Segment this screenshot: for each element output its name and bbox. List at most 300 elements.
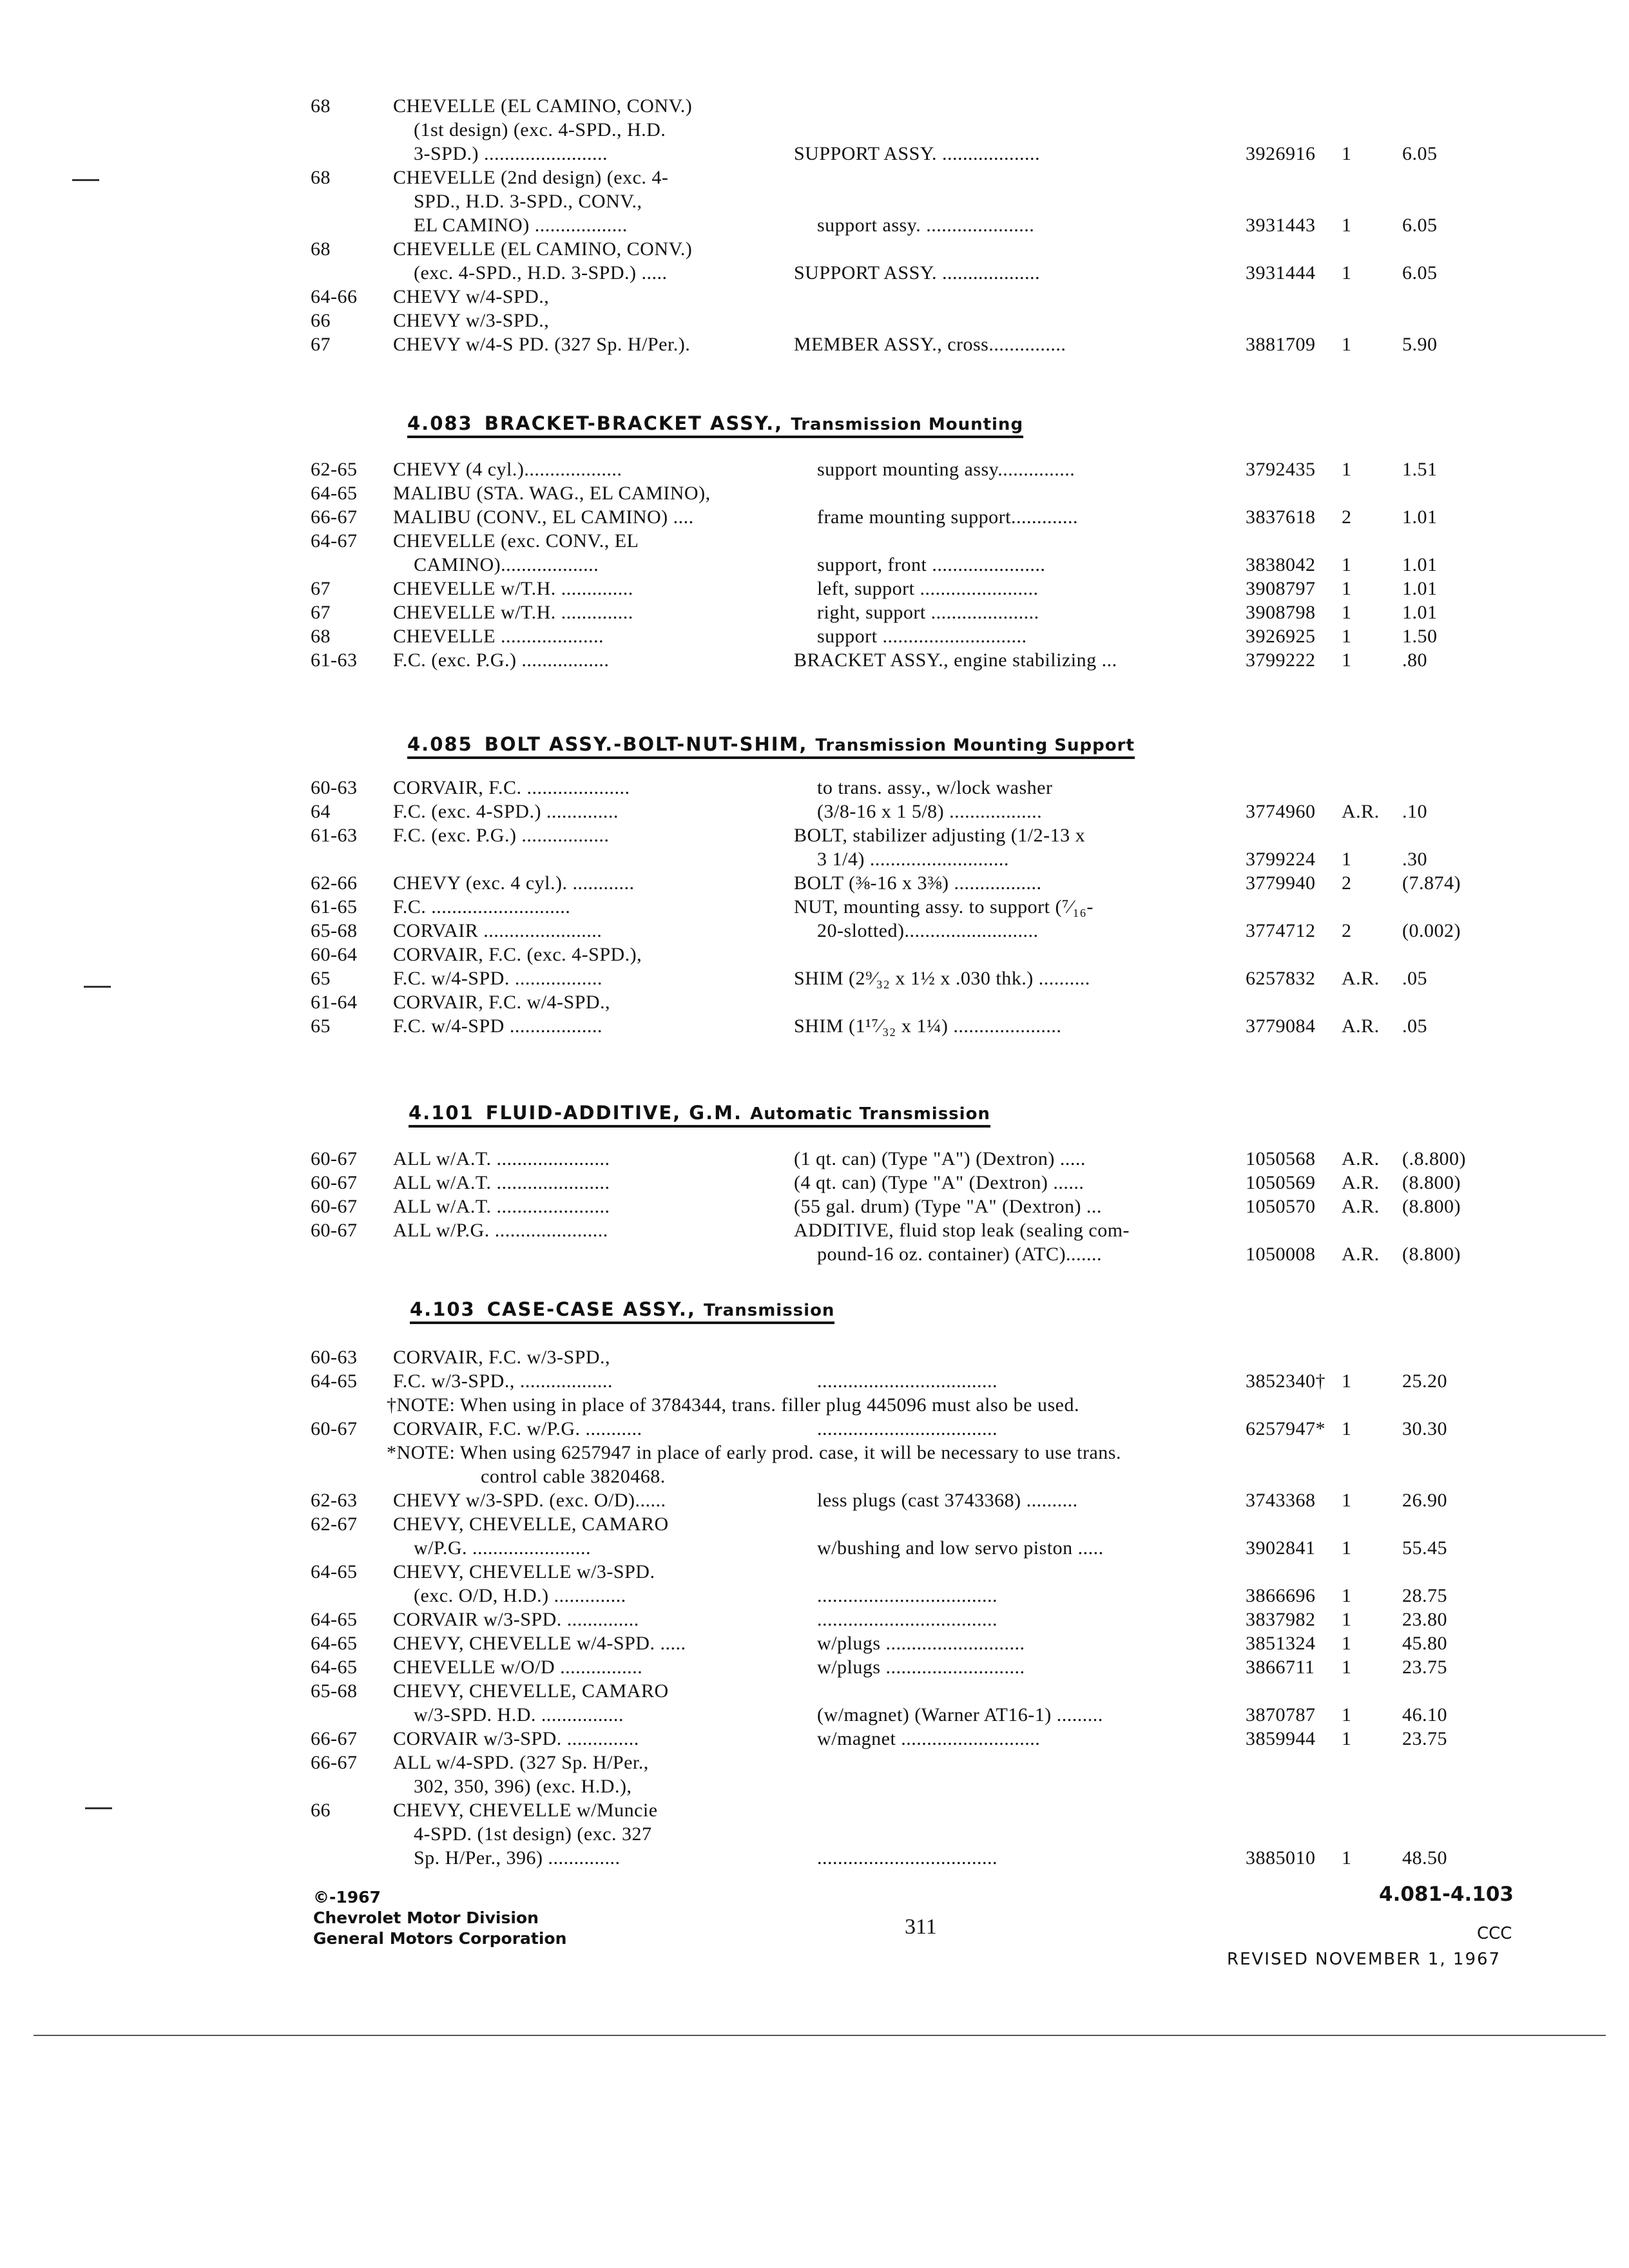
application: F.C. (exc. 4-SPD.) .............. [393,801,619,822]
model-year: 64-65 [311,1561,358,1582]
part-number: 3885010 [1246,1847,1316,1869]
part-number: 3851324 [1246,1633,1316,1654]
quantity: 1 [1342,649,1352,671]
application: CORVAIR, F.C. w/4-SPD., [393,992,611,1013]
application: CORVAIR ....................... [393,920,602,941]
catalog-line [0,1537,1629,1561]
quantity: 1 [1342,215,1352,236]
part-description: to trans. assy., w/lock washer [817,777,1053,798]
price: .05 [1402,1015,1427,1037]
application: CORVAIR, F.C. w/3-SPD., [393,1347,611,1368]
section-4103-rows [0,1347,1629,1871]
catalog-line [0,1514,1629,1537]
section-number: 4.103 [410,1298,476,1320]
catalog-line [0,238,1629,262]
part-description: ADDITIVE, fluid stop leak (sealing com- [794,1220,1130,1241]
price: 1.01 [1402,602,1438,623]
part-description: BOLT, stabilizer adjusting (1/2-13 x [794,825,1086,846]
section-number: 4.083 [407,412,473,434]
part-number: 3870787 [1246,1704,1316,1725]
part-description: w/plugs ........................... [817,1657,1025,1678]
quantity: 1 [1342,1418,1352,1439]
model-year: 60-63 [311,777,358,798]
price: 28.75 [1402,1585,1447,1606]
application: CHEVY, CHEVELLE w/Muncie [393,1800,658,1821]
part-number: 3931443 [1246,215,1316,236]
application: CHEVY w/3-SPD., [393,310,550,331]
application: CHEVY, CHEVELLE, CAMARO [393,1514,669,1535]
part-description-continued: (3/8-16 x 1 5/8) .................. [817,801,1043,822]
application: CHEVELLE (2nd design) (exc. 4- [393,167,669,188]
part-description: ................................... [817,1418,998,1439]
part-number: 3799222 [1246,649,1316,671]
part-description-continued: pound-16 oz. container) (ATC)....... [817,1244,1103,1265]
application-continued: (exc. 4-SPD., H.D. 3-SPD.) ..... [414,262,668,284]
catalog-line [0,849,1629,872]
model-year: 64-67 [311,530,358,552]
section-4101-rows [0,1148,1629,1267]
part-description: BRACKET ASSY., engine stabilizing ... [794,649,1117,671]
part-description: (55 gal. drum) (Type "A" (Dextron) ... [794,1196,1102,1217]
bottom-rule [34,2035,1606,2036]
application: CHEVY w/4-SPD., [393,286,550,307]
part-description: w/magnet ........................... [817,1728,1041,1749]
price: (8.800) [1402,1196,1461,1217]
catalog-line [0,777,1629,801]
catalog-line [0,1347,1629,1370]
model-year: 60-67 [311,1148,358,1169]
part-description: ................................... [817,1370,998,1392]
part-description: BOLT (⅜-16 x 3⅜) ................. [794,872,1042,894]
price: .80 [1402,649,1427,671]
model-year: 64-65 [311,1609,358,1630]
price: 45.80 [1402,1633,1447,1654]
application: ALL w/P.G. ...................... [393,1220,608,1241]
part-number: 3908797 [1246,578,1316,599]
catalog-line [0,1561,1629,1585]
price: 46.10 [1402,1704,1447,1725]
quantity: 1 [1342,1490,1352,1511]
quantity: 1 [1342,602,1352,623]
model-year: 60-64 [311,944,358,965]
catalog-line [0,1394,1629,1418]
catalog-line [0,1148,1629,1172]
revised-date: REVISED NOVEMBER 1, 1967 [1227,1950,1501,1969]
part-description: w/bushing and low servo piston ..... [817,1537,1104,1559]
part-number: 3931444 [1246,262,1316,284]
quantity: 1 [1342,1704,1352,1725]
model-year: 62-66 [311,872,358,894]
application-continued: EL CAMINO) .................. [414,215,628,236]
section-subtitle: Transmission Mounting [791,415,1024,434]
model-year: 64-66 [311,286,358,307]
model-year: 61-63 [311,649,358,671]
catalog-line [0,1418,1629,1442]
catalog-line [0,801,1629,825]
part-description: less plugs (cast 3743368) .......... [817,1490,1078,1511]
section-subtitle: Transmission Mounting Support [815,736,1135,755]
price: 26.90 [1402,1490,1447,1511]
price: 1.01 [1402,506,1438,528]
application: CHEVY w/4-S PD. (327 Sp. H/Per.). [393,334,691,355]
part-number: 3859944 [1246,1728,1316,1749]
price: .30 [1402,849,1427,870]
model-year: 64 [311,801,331,822]
part-description: support ............................ [817,626,1027,647]
quantity: 2 [1342,920,1352,941]
section-heading-4085 [407,733,1135,759]
catalog-line [0,1847,1629,1871]
application-continued: 302, 350, 396) (exc. H.D.), [414,1776,632,1797]
quantity: 1 [1342,1633,1352,1654]
model-year: 66 [311,310,331,331]
quantity: 1 [1342,1657,1352,1678]
part-number: 3837618 [1246,506,1316,528]
part-description: frame mounting support............. [817,506,1078,528]
application: ALL w/A.T. ...................... [393,1148,610,1169]
price: 5.90 [1402,334,1438,355]
catalog-line [0,1220,1629,1244]
part-number: 3838042 [1246,554,1316,575]
price: (8.800) [1402,1172,1461,1193]
note: †NOTE: When using in place of 3784344, trans. filler plug 445096 must also be used. [387,1394,1079,1416]
catalog-line [0,649,1629,673]
catalog-line [0,554,1629,578]
part-number: 3908798 [1246,602,1316,623]
model-year: 61-63 [311,825,358,846]
catalog-line [0,1015,1629,1039]
catalog-line [0,286,1629,310]
model-year: 65 [311,1015,331,1037]
part-number: 3779084 [1246,1015,1316,1037]
part-description: support, front ...................... [817,554,1046,575]
model-year: 60-67 [311,1418,358,1439]
model-year: 66-67 [311,1728,358,1749]
application-continued: (exc. O/D, H.D.) .............. [414,1585,626,1606]
model-year: 62-65 [311,459,358,480]
application: CHEVELLE w/T.H. .............. [393,578,633,599]
model-year: 66-67 [311,1752,358,1773]
part-number: 3743368 [1246,1490,1316,1511]
part-description: SUPPORT ASSY. ................... [794,143,1041,164]
catalog-line [0,578,1629,602]
catalog-line [0,602,1629,626]
model-year: 61-65 [311,896,358,918]
catalog-line [0,1776,1629,1800]
section-heading-4103 [410,1298,834,1324]
part-number: 1050569 [1246,1172,1316,1193]
application: F.C. w/3-SPD., .................. [393,1370,613,1392]
part-number: 1050570 [1246,1196,1316,1217]
part-description: (1 qt. can) (Type "A") (Dextron) ..... [794,1148,1086,1169]
quantity: 1 [1342,334,1352,355]
catalog-line [0,1585,1629,1609]
catalog-line [0,825,1629,849]
model-year: 68 [311,238,331,260]
application: MALIBU (STA. WAG., EL CAMINO), [393,483,711,504]
price: 25.20 [1402,1370,1447,1392]
quantity: A.R. [1342,1244,1380,1265]
catalog-line [0,896,1629,920]
part-description: ................................... [817,1609,998,1630]
part-number: 3792435 [1246,459,1316,480]
application-continued: 4-SPD. (1st design) (exc. 327 [414,1823,652,1845]
note: *NOTE: When using 6257947 in place of early prod. case, it will be necessary to use trans. [387,1442,1121,1463]
section-title: BRACKET-BRACKET ASSY., [484,412,784,434]
model-year: 68 [311,167,331,188]
group-range: 4.081-4.103 [1379,1883,1514,1906]
quantity: 1 [1342,849,1352,870]
section-number: 4.085 [407,733,473,755]
price: 6.05 [1402,262,1438,284]
part-number: 3774960 [1246,801,1316,822]
price: .05 [1402,968,1427,989]
catalog-line [0,968,1629,992]
part-description: left, support ....................... [817,578,1039,599]
application: CHEVY (exc. 4 cyl.). ............ [393,872,635,894]
part-number: 3902841 [1246,1537,1316,1559]
part-number: 3866711 [1246,1657,1315,1678]
section-4083-rows [0,459,1629,673]
price: 23.75 [1402,1728,1447,1749]
catalog-line [0,1728,1629,1752]
price: 23.75 [1402,1657,1447,1678]
application: CHEVY, CHEVELLE w/4-SPD. ..... [393,1633,686,1654]
catalog-line [0,334,1629,358]
model-year: 64-65 [311,1370,358,1392]
quantity: 1 [1342,459,1352,480]
price: 1.01 [1402,578,1438,599]
quantity: 1 [1342,262,1352,284]
part-description: NUT, mounting assy. to support (⁷⁄₁₆- [794,896,1094,918]
page-number: 311 [905,1915,937,1939]
model-year: 62-67 [311,1514,358,1535]
application: CORVAIR, F.C. .................... [393,777,630,798]
quantity: 1 [1342,554,1352,575]
part-description: SUPPORT ASSY. ................... [794,262,1041,284]
part-description: (4 qt. can) (Type "A" (Dextron) ...... [794,1172,1084,1193]
catalog-line [0,1490,1629,1514]
part-number: 1050008 [1246,1244,1316,1265]
part-description: (w/magnet) (Warner AT16-1) ......... [817,1704,1103,1725]
quantity: 1 [1342,578,1352,599]
catalog-line [0,1370,1629,1394]
application: CHEVELLE .................... [393,626,604,647]
part-description: SHIM (1¹⁷⁄₃₂ x 1¼) ..................... [794,1015,1062,1037]
part-number: 3866696 [1246,1585,1316,1606]
catalog-line [0,262,1629,286]
quantity: 1 [1342,1728,1352,1749]
part-description: support mounting assy............... [817,459,1075,480]
part-number: 3926925 [1246,626,1316,647]
catalog-line [0,1704,1629,1728]
price: 30.30 [1402,1418,1447,1439]
part-description: MEMBER ASSY., cross............... [794,334,1066,355]
model-year: 68 [311,626,331,647]
part-number: 3926916 [1246,143,1316,164]
quantity: 2 [1342,506,1352,528]
application: CHEVY w/3-SPD. (exc. O/D)...... [393,1490,666,1511]
price: (7.874) [1402,872,1461,894]
model-year: 65-68 [311,920,358,941]
part-number: 6257947* [1246,1418,1325,1439]
model-year: 66-67 [311,506,358,528]
price: 23.80 [1402,1609,1447,1630]
price: 1.01 [1402,554,1438,575]
quantity: 1 [1342,1847,1352,1869]
catalog-line [0,626,1629,649]
model-year: 60-67 [311,1172,358,1193]
catalog-line [0,1823,1629,1847]
catalog-line [0,143,1629,167]
catalog-line [0,506,1629,530]
catalog-line [0,1633,1629,1657]
model-year: 65 [311,968,331,989]
part-description: w/plugs ........................... [817,1633,1025,1654]
model-year: 67 [311,602,331,623]
copyright: ©-1967 [313,1888,381,1907]
catalog-line [0,944,1629,968]
application: ALL w/4-SPD. (327 Sp. H/Per., [393,1752,649,1773]
catalog-code: CCC [1477,1924,1512,1943]
model-year: 60-67 [311,1220,358,1241]
quantity: 2 [1342,872,1352,894]
section-number: 4.101 [409,1102,474,1124]
catalog-line [0,1244,1629,1267]
catalog-line [0,310,1629,334]
price: 6.05 [1402,215,1438,236]
application: ALL w/A.T. ...................... [393,1196,610,1217]
catalog-line [0,1800,1629,1823]
catalog-line [0,483,1629,506]
part-description-continued: 20-slotted).......................... [817,920,1039,941]
quantity: 1 [1342,1537,1352,1559]
price: 48.50 [1402,1847,1447,1869]
quantity: A.R. [1342,1196,1380,1217]
part-description: ................................... [817,1585,998,1606]
model-year: 60-67 [311,1196,358,1217]
application-continued: CAMINO)................... [414,554,599,575]
application-continued: Sp. H/Per., 396) .............. [414,1847,621,1869]
catalog-line [0,167,1629,191]
application: CORVAIR, F.C. (exc. 4-SPD.), [393,944,642,965]
quantity: 1 [1342,626,1352,647]
part-number: 3799224 [1246,849,1316,870]
catalog-line [0,1752,1629,1776]
quantity: 1 [1342,143,1352,164]
model-year: 61-64 [311,992,358,1013]
part-number: 3881709 [1246,334,1316,355]
catalog-line [0,992,1629,1015]
model-year: 62-63 [311,1490,358,1511]
section-subtitle: Transmission [703,1301,835,1320]
application: CHEVELLE (EL CAMINO, CONV.) [393,95,693,117]
application-continued: 3-SPD.) ........................ [414,143,608,164]
application: F.C. w/4-SPD. ................. [393,968,602,989]
catalog-line [0,1196,1629,1220]
catalog-line [0,1609,1629,1633]
catalog-line [0,530,1629,554]
application: CORVAIR w/3-SPD. .............. [393,1609,639,1630]
quantity: 1 [1342,1370,1352,1392]
application: CORVAIR w/3-SPD. .............. [393,1728,639,1749]
price: (.8.800) [1402,1148,1466,1169]
part-description: right, support ..................... [817,602,1039,623]
application: F.C. (exc. P.G.) ................. [393,825,610,846]
price: .10 [1402,801,1427,822]
application: CHEVY (4 cyl.)................... [393,459,622,480]
application: F.C. (exc. P.G.) ................. [393,649,610,671]
application: F.C. ........................... [393,896,571,918]
part-number: 3852340† [1246,1370,1325,1392]
quantity: A.R. [1342,968,1380,989]
part-number: 3774712 [1246,920,1316,941]
quantity: 1 [1342,1585,1352,1606]
part-description: support assy. ..................... [817,215,1035,236]
application: CHEVELLE (exc. CONV., EL [393,530,639,552]
application: CHEVY, CHEVELLE, CAMARO [393,1680,669,1702]
note-continued: control cable 3820468. [481,1466,666,1487]
price: 55.45 [1402,1537,1447,1559]
part-number: 3779940 [1246,872,1316,894]
quantity: A.R. [1342,1148,1380,1169]
part-description: ................................... [817,1847,998,1869]
price: (8.800) [1402,1244,1461,1265]
catalog-line [0,1657,1629,1680]
application: CORVAIR, F.C. w/P.G. ........... [393,1418,642,1439]
application: F.C. w/4-SPD .................. [393,1015,602,1037]
model-year: 67 [311,578,331,599]
application: CHEVY, CHEVELLE w/3-SPD. [393,1561,655,1582]
section-heading-4101 [409,1102,990,1128]
model-year: 66 [311,1800,331,1821]
catalog-line [0,1466,1629,1490]
model-year: 60-63 [311,1347,358,1368]
application-continued: w/3-SPD. H.D. ................ [414,1704,624,1725]
application: MALIBU (CONV., EL CAMINO) .... [393,506,694,528]
catalog-line [0,119,1629,143]
model-year: 64-65 [311,1657,358,1678]
corporation-name: General Motors Corporation [313,1929,567,1948]
application: CHEVELLE (EL CAMINO, CONV.) [393,238,693,260]
price: 1.51 [1402,459,1438,480]
catalog-line [0,95,1629,119]
catalog-line [0,872,1629,896]
section-heading-4083 [407,412,1023,438]
model-year: 68 [311,95,331,117]
application: CHEVELLE w/T.H. .............. [393,602,633,623]
section-title: CASE-CASE ASSY., [487,1298,696,1320]
catalog-line [0,1680,1629,1704]
model-year: 64-65 [311,483,358,504]
section-title: FLUID-ADDITIVE, G.M. [485,1102,742,1124]
part-number: 6257832 [1246,968,1316,989]
model-year: 67 [311,334,331,355]
catalog-line [0,459,1629,483]
part-number: 1050568 [1246,1148,1316,1169]
section-subtitle: Automatic Transmission [750,1104,990,1124]
catalog-line [0,1172,1629,1196]
section-4085-rows [0,777,1629,1039]
model-year: 64-65 [311,1633,358,1654]
model-year: 65-68 [311,1680,358,1702]
top-block [0,95,1629,358]
quantity: 1 [1342,1609,1352,1630]
part-description-continued: 3 1/4) ........................... [817,849,1009,870]
quantity: A.R. [1342,1172,1380,1193]
part-number: 3837982 [1246,1609,1316,1630]
application-continued: w/P.G. ....................... [414,1537,592,1559]
